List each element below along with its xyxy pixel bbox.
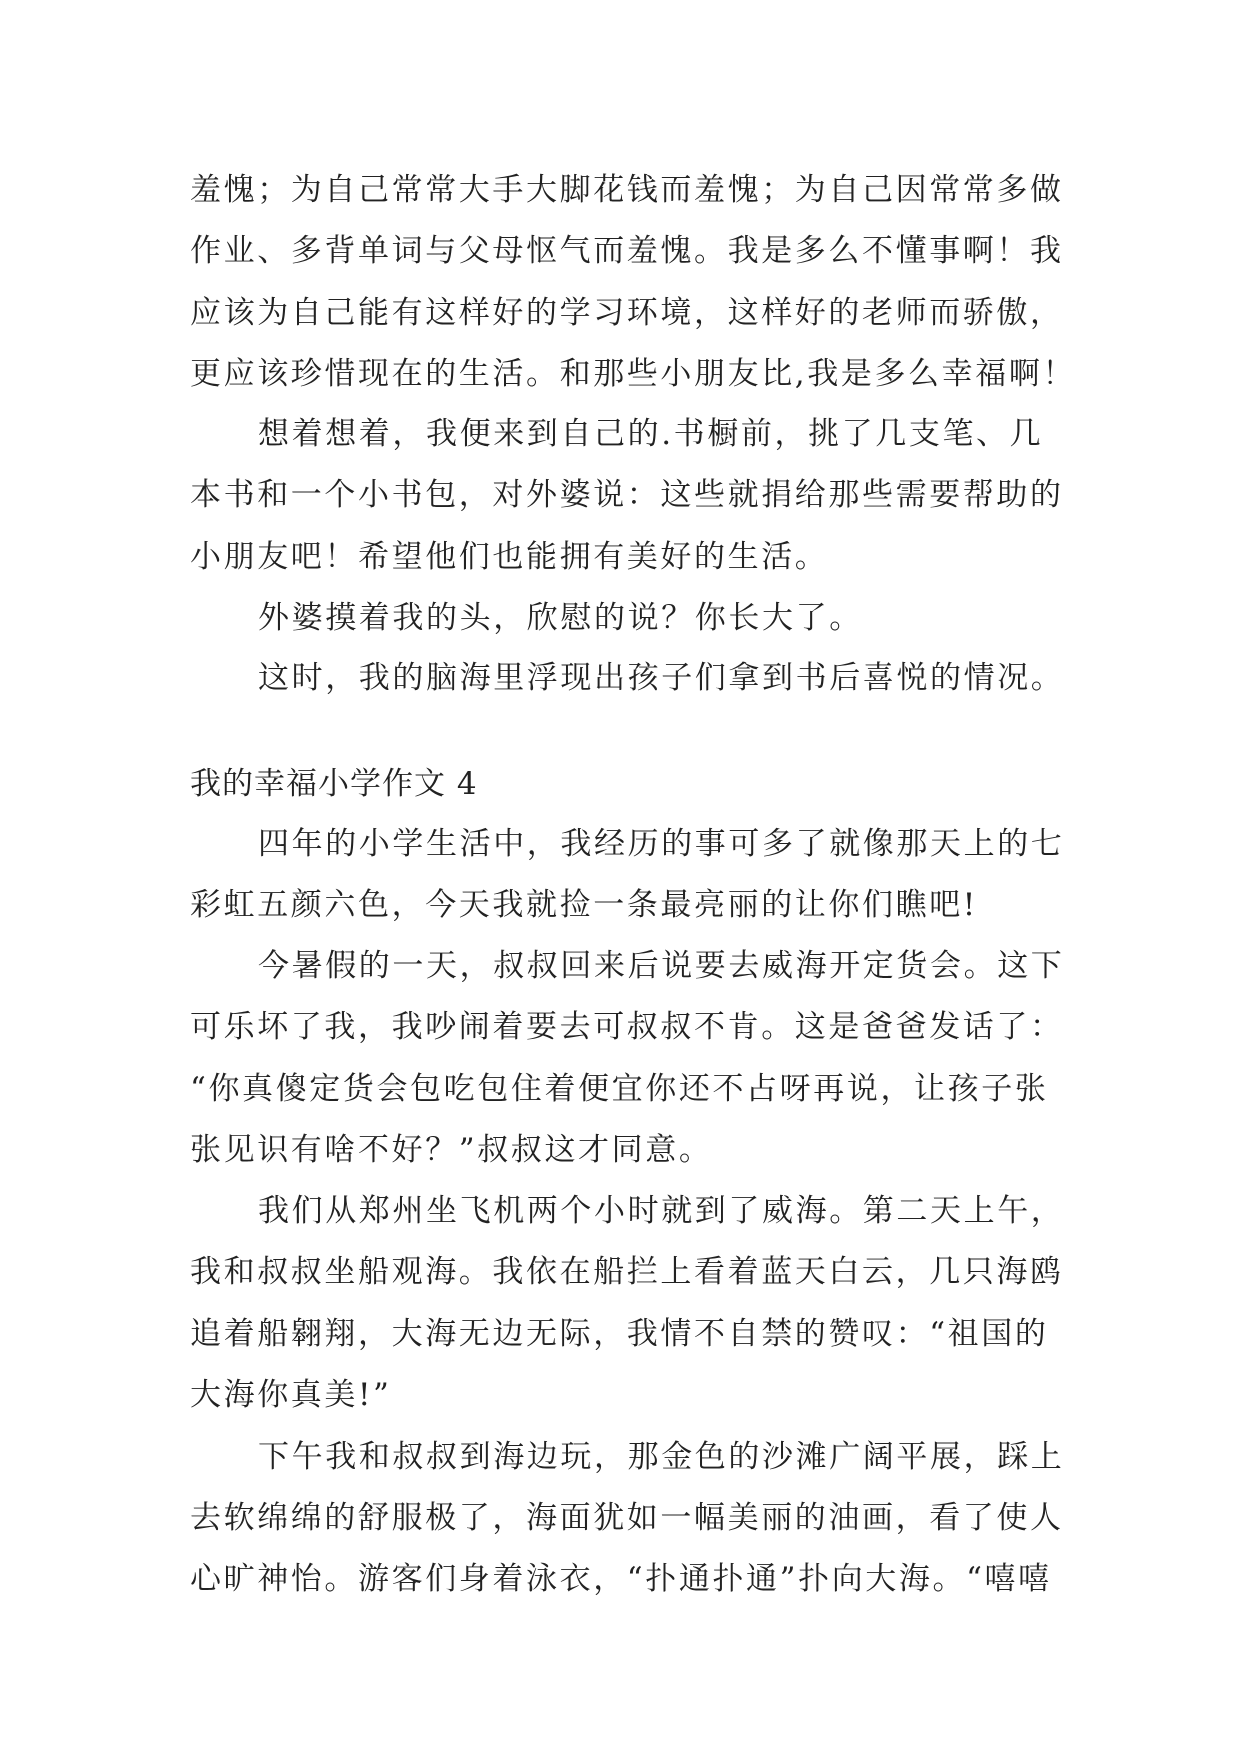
text-line: 去软绵绵的舒服极了，海面犹如一幅美丽的油画，看了使人: [190, 1500, 1064, 1536]
text-line: 外婆摸着我的头，欣慰的说？你长大了。: [258, 600, 863, 636]
essay-title: 我的幸福小学作文 4: [190, 766, 478, 802]
text-line: 我们从郑州坐飞机两个小时就到了威海。第二天上午，: [258, 1193, 1065, 1229]
text-line: 想着想着，我便来到自己的.书橱前，挑了几支笔、几: [258, 416, 1044, 452]
text-line: 彩虹五颜六色，今天我就捡一条最亮丽的让你们瞧吧!: [190, 887, 978, 923]
text-line: 追着船翱翔，大海无边无际，我情不自禁的赞叹：“祖国的: [190, 1316, 1049, 1352]
text-line: 下午我和叔叔到海边玩，那金色的沙滩广阔平展，踩上: [258, 1439, 1065, 1475]
text-line: 四年的小学生活中，我经历的事可多了就像那天上的七: [258, 826, 1065, 862]
text-line: 本书和一个小书包，对外婆说：这些就捐给那些需要帮助的: [190, 477, 1064, 513]
text-line: “你真傻定货会包吃包住着便宜你还不占呀再说，让孩子张: [190, 1071, 1049, 1107]
text-line: 心旷神怡。游客们身着泳衣，“扑通扑通”扑向大海。“嘻嘻: [190, 1561, 1052, 1597]
text-line: 今暑假的一天，叔叔回来后说要去威海开定货会。这下: [258, 948, 1065, 984]
text-line: 大海你真美!”: [190, 1377, 392, 1413]
text-line: 应该为自己能有这样好的学习环境，这样好的老师而骄傲，: [190, 295, 1064, 331]
text-line: 更应该珍惜现在的生活。和那些小朋友比,我是多么幸福啊！: [190, 356, 1077, 392]
text-line: 可乐坏了我，我吵闹着要去可叔叔不肯。这是爸爸发话了：: [190, 1009, 1064, 1045]
text-line: 这时，我的脑海里浮现出孩子们拿到书后喜悦的情况。: [258, 660, 1065, 696]
text-line: 张见识有啥不好？”叔叔这才同意。: [190, 1132, 713, 1168]
text-line: 小朋友吧！希望他们也能拥有美好的生活。: [190, 539, 829, 575]
text-line: 我和叔叔坐船观海。我依在船拦上看着蓝天白云，几只海鸥: [190, 1254, 1064, 1290]
text-line: 羞愧；为自己常常大手大脚花钱而羞愧；为自己因常常多做: [190, 172, 1064, 208]
text-line: 作业、多背单词与父母怄气而羞愧。我是多么不懂事啊！我: [190, 233, 1064, 269]
